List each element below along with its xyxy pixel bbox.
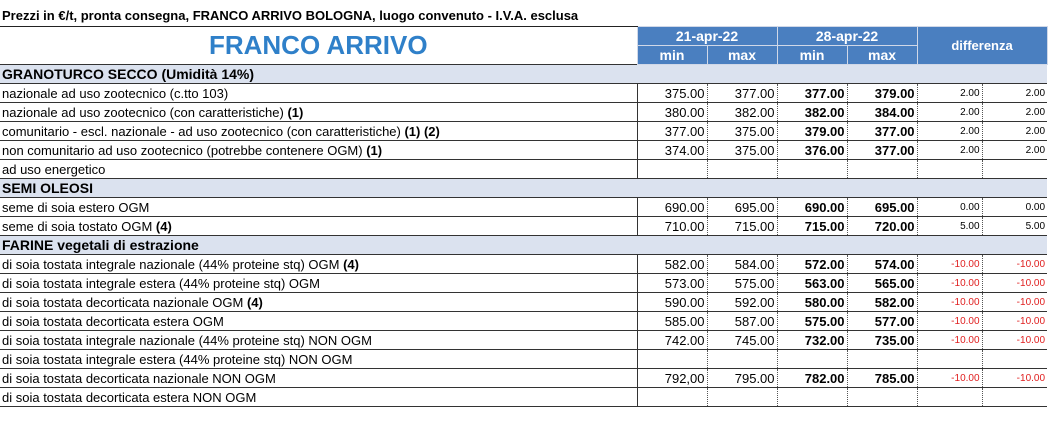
cell-min-28apr: 376.00	[777, 141, 847, 160]
cell-max-28apr: 695.00	[847, 198, 917, 217]
row-label	[0, 198, 637, 217]
row-label	[0, 103, 637, 122]
cell-max-21apr: 795.00	[707, 369, 777, 388]
row-label-note: (1)	[366, 142, 383, 158]
cell-min-28apr	[777, 388, 847, 407]
row-label-note: (4)	[246, 294, 263, 310]
cell-diff-min: 2.00	[917, 84, 982, 103]
cell-diff-max: -10.00	[982, 274, 1047, 293]
row-label	[0, 160, 637, 179]
cell-min-21apr: 582.00	[637, 255, 707, 274]
row-label-note: (4)	[343, 256, 359, 272]
section-title: SEMI OLEOSI	[0, 179, 1047, 198]
cell-min-21apr: 690.00	[637, 198, 707, 217]
cell-max-21apr: 375.00	[707, 122, 777, 141]
cell-max-28apr	[847, 388, 917, 407]
cell-max-28apr: 735.00	[847, 331, 917, 350]
cell-diff-min: -10.00	[917, 274, 982, 293]
cell-diff-min: 2.00	[917, 122, 982, 141]
cell-diff-max	[982, 160, 1047, 179]
row-label-note: (1) (2)	[404, 123, 440, 139]
cell-max-21apr	[707, 350, 777, 369]
row-label-text: seme di soia estero OGM	[2, 199, 150, 215]
cell-max-21apr: 375.00	[707, 141, 777, 160]
diff-header: differenza	[917, 27, 1047, 65]
cell-diff-max	[982, 350, 1047, 369]
cell-min-28apr: 377.00	[777, 84, 847, 103]
row-label-text: di soia tostata integrale estera (44% proteine stq) NON OGM	[2, 351, 353, 367]
table-row	[0, 331, 1047, 350]
row-label	[0, 84, 637, 103]
cell-min-28apr: 382.00	[777, 103, 847, 122]
cell-diff-max: 2.00	[982, 122, 1047, 141]
date2-header: 28-apr-22	[777, 27, 917, 46]
row-label	[0, 350, 637, 369]
cell-min-21apr: 377.00	[637, 122, 707, 141]
table-row	[0, 255, 1047, 274]
row-label	[0, 369, 637, 388]
cell-min-21apr	[637, 388, 707, 407]
cell-max-28apr: 785.00	[847, 369, 917, 388]
row-label-note: (4)	[155, 218, 172, 234]
table-row	[0, 84, 1047, 103]
cell-min-21apr	[637, 160, 707, 179]
min-header: min	[777, 46, 847, 65]
cell-min-21apr: 742.00	[637, 331, 707, 350]
cell-max-21apr: 715.00	[707, 217, 777, 236]
cell-diff-max: -10.00	[982, 331, 1047, 350]
cell-max-21apr: 584.00	[707, 255, 777, 274]
row-label-text: di soia tostata decorticata estera OGM	[2, 313, 224, 329]
cell-diff-min: -10.00	[917, 255, 982, 274]
cell-diff-min: -10.00	[917, 369, 982, 388]
row-label	[0, 331, 637, 350]
cell-min-28apr: 715.00	[777, 217, 847, 236]
section-header	[0, 179, 1047, 198]
table-row	[0, 388, 1047, 407]
cell-max-21apr: 575.00	[707, 274, 777, 293]
row-label	[0, 388, 637, 407]
cell-min-21apr: 792,00	[637, 369, 707, 388]
row-label-text: non comunitario ad uso zootecnico (potrebbe contenere OGM)	[2, 142, 367, 158]
table-row	[0, 198, 1047, 217]
cell-max-21apr: 377.00	[707, 84, 777, 103]
cell-max-28apr: 379.00	[847, 84, 917, 103]
cell-min-28apr: 379.00	[777, 122, 847, 141]
cell-diff-min: -10.00	[917, 331, 982, 350]
row-label-text: di soia tostata decorticata estera NON OGM	[2, 389, 257, 405]
row-label	[0, 141, 637, 160]
cell-min-28apr: 572.00	[777, 255, 847, 274]
cell-diff-min	[917, 350, 982, 369]
cell-diff-min: 5.00	[917, 217, 982, 236]
row-label-text: ad uso energetico	[2, 161, 106, 177]
cell-max-21apr: 592.00	[707, 293, 777, 312]
max-header: max	[847, 46, 917, 65]
cell-min-21apr: 375.00	[637, 84, 707, 103]
table-row	[0, 369, 1047, 388]
cell-diff-max	[982, 388, 1047, 407]
table-row	[0, 350, 1047, 369]
table-row	[0, 103, 1047, 122]
cell-min-21apr: 374.00	[637, 141, 707, 160]
row-label	[0, 293, 637, 312]
section-header	[0, 236, 1047, 255]
section-title: FARINE vegetali di estrazione	[0, 236, 1047, 255]
row-label-text: di soia tostata integrale nazionale (44% proteine stq) OGM	[2, 256, 344, 272]
row-label-text: seme di soia tostato OGM	[2, 218, 156, 234]
cell-max-21apr	[707, 388, 777, 407]
cell-min-28apr: 563.00	[777, 274, 847, 293]
cell-max-21apr	[707, 160, 777, 179]
table-row	[0, 217, 1047, 236]
cell-max-21apr: 382.00	[707, 103, 777, 122]
price-note: Prezzi in €/t, pronta consegna, FRANCO ARRIVO BOLOGNA, luogo convenuto - I.V.A. esclusa	[2, 8, 579, 23]
max-header: max	[707, 46, 777, 65]
price-table	[0, 26, 1048, 407]
cell-min-28apr	[777, 160, 847, 179]
cell-max-28apr: 720.00	[847, 217, 917, 236]
cell-min-28apr: 690.00	[777, 198, 847, 217]
cell-diff-max: 0.00	[982, 198, 1047, 217]
date1-header: 21-apr-22	[637, 27, 777, 46]
min-header: min	[637, 46, 707, 65]
cell-diff-min: -10.00	[917, 293, 982, 312]
cell-diff-min: -10.00	[917, 312, 982, 331]
section-title: GRANOTURCO SECCO (Umidità 14%)	[0, 65, 1047, 84]
cell-max-28apr: 565.00	[847, 274, 917, 293]
table-row	[0, 122, 1047, 141]
cell-diff-min	[917, 388, 982, 407]
cell-min-28apr: 782.00	[777, 369, 847, 388]
cell-min-28apr	[777, 350, 847, 369]
cell-max-21apr: 695.00	[707, 198, 777, 217]
table-title: FRANCO ARRIVO	[0, 27, 637, 65]
row-label	[0, 122, 637, 141]
cell-min-28apr: 732.00	[777, 331, 847, 350]
cell-min-21apr: 590.00	[637, 293, 707, 312]
row-label-text: nazionale ad uso zootecnico (c.tto 103)	[2, 85, 229, 101]
row-label-note: (1)	[287, 104, 304, 120]
cell-min-21apr: 585.00	[637, 312, 707, 331]
cell-min-21apr: 573.00	[637, 274, 707, 293]
row-label-text: nazionale ad uso zootecnico (con caratteristiche)	[2, 104, 288, 120]
cell-max-28apr: 577.00	[847, 312, 917, 331]
cell-max-28apr: 582.00	[847, 293, 917, 312]
cell-min-28apr: 580.00	[777, 293, 847, 312]
row-label-text: comunitario - escl. nazionale - ad uso zootecnico (con caratteristiche)	[2, 123, 405, 139]
row-label	[0, 217, 637, 236]
cell-diff-max: -10.00	[982, 255, 1047, 274]
cell-diff-max: 2.00	[982, 84, 1047, 103]
row-label	[0, 255, 637, 274]
table-row	[0, 293, 1047, 312]
table-row	[0, 141, 1047, 160]
table-row	[0, 274, 1047, 293]
cell-diff-min	[917, 160, 982, 179]
cell-diff-min: 2.00	[917, 141, 982, 160]
cell-max-28apr	[847, 160, 917, 179]
cell-max-28apr: 377.00	[847, 122, 917, 141]
cell-diff-min: 0.00	[917, 198, 982, 217]
cell-min-28apr: 575.00	[777, 312, 847, 331]
cell-max-21apr: 745.00	[707, 331, 777, 350]
cell-diff-max: -10.00	[982, 369, 1047, 388]
cell-max-28apr: 384.00	[847, 103, 917, 122]
cell-max-21apr: 587.00	[707, 312, 777, 331]
row-label	[0, 312, 637, 331]
cell-min-21apr	[637, 350, 707, 369]
cell-diff-max: 5.00	[982, 217, 1047, 236]
section-header	[0, 65, 1047, 84]
cell-min-21apr: 380.00	[637, 103, 707, 122]
row-label-text: di soia tostata decorticata nazionale OGM	[2, 294, 247, 310]
cell-diff-max: 2.00	[982, 141, 1047, 160]
row-label	[0, 274, 637, 293]
row-label-text: di soia tostata decorticata nazionale NON OGM	[2, 370, 276, 386]
cell-min-21apr: 710.00	[637, 217, 707, 236]
row-label-text: di soia tostata integrale estera (44% proteine stq) OGM	[2, 275, 320, 291]
row-label-text: di soia tostata integrale nazionale (44% proteine stq) NON OGM	[2, 332, 372, 348]
cell-diff-max: -10.00	[982, 293, 1047, 312]
cell-diff-min: 2.00	[917, 103, 982, 122]
cell-max-28apr	[847, 350, 917, 369]
cell-max-28apr: 377.00	[847, 141, 917, 160]
cell-diff-max: 2.00	[982, 103, 1047, 122]
table-row	[0, 160, 1047, 179]
cell-diff-max: -10.00	[982, 312, 1047, 331]
cell-max-28apr: 574.00	[847, 255, 917, 274]
table-row	[0, 312, 1047, 331]
